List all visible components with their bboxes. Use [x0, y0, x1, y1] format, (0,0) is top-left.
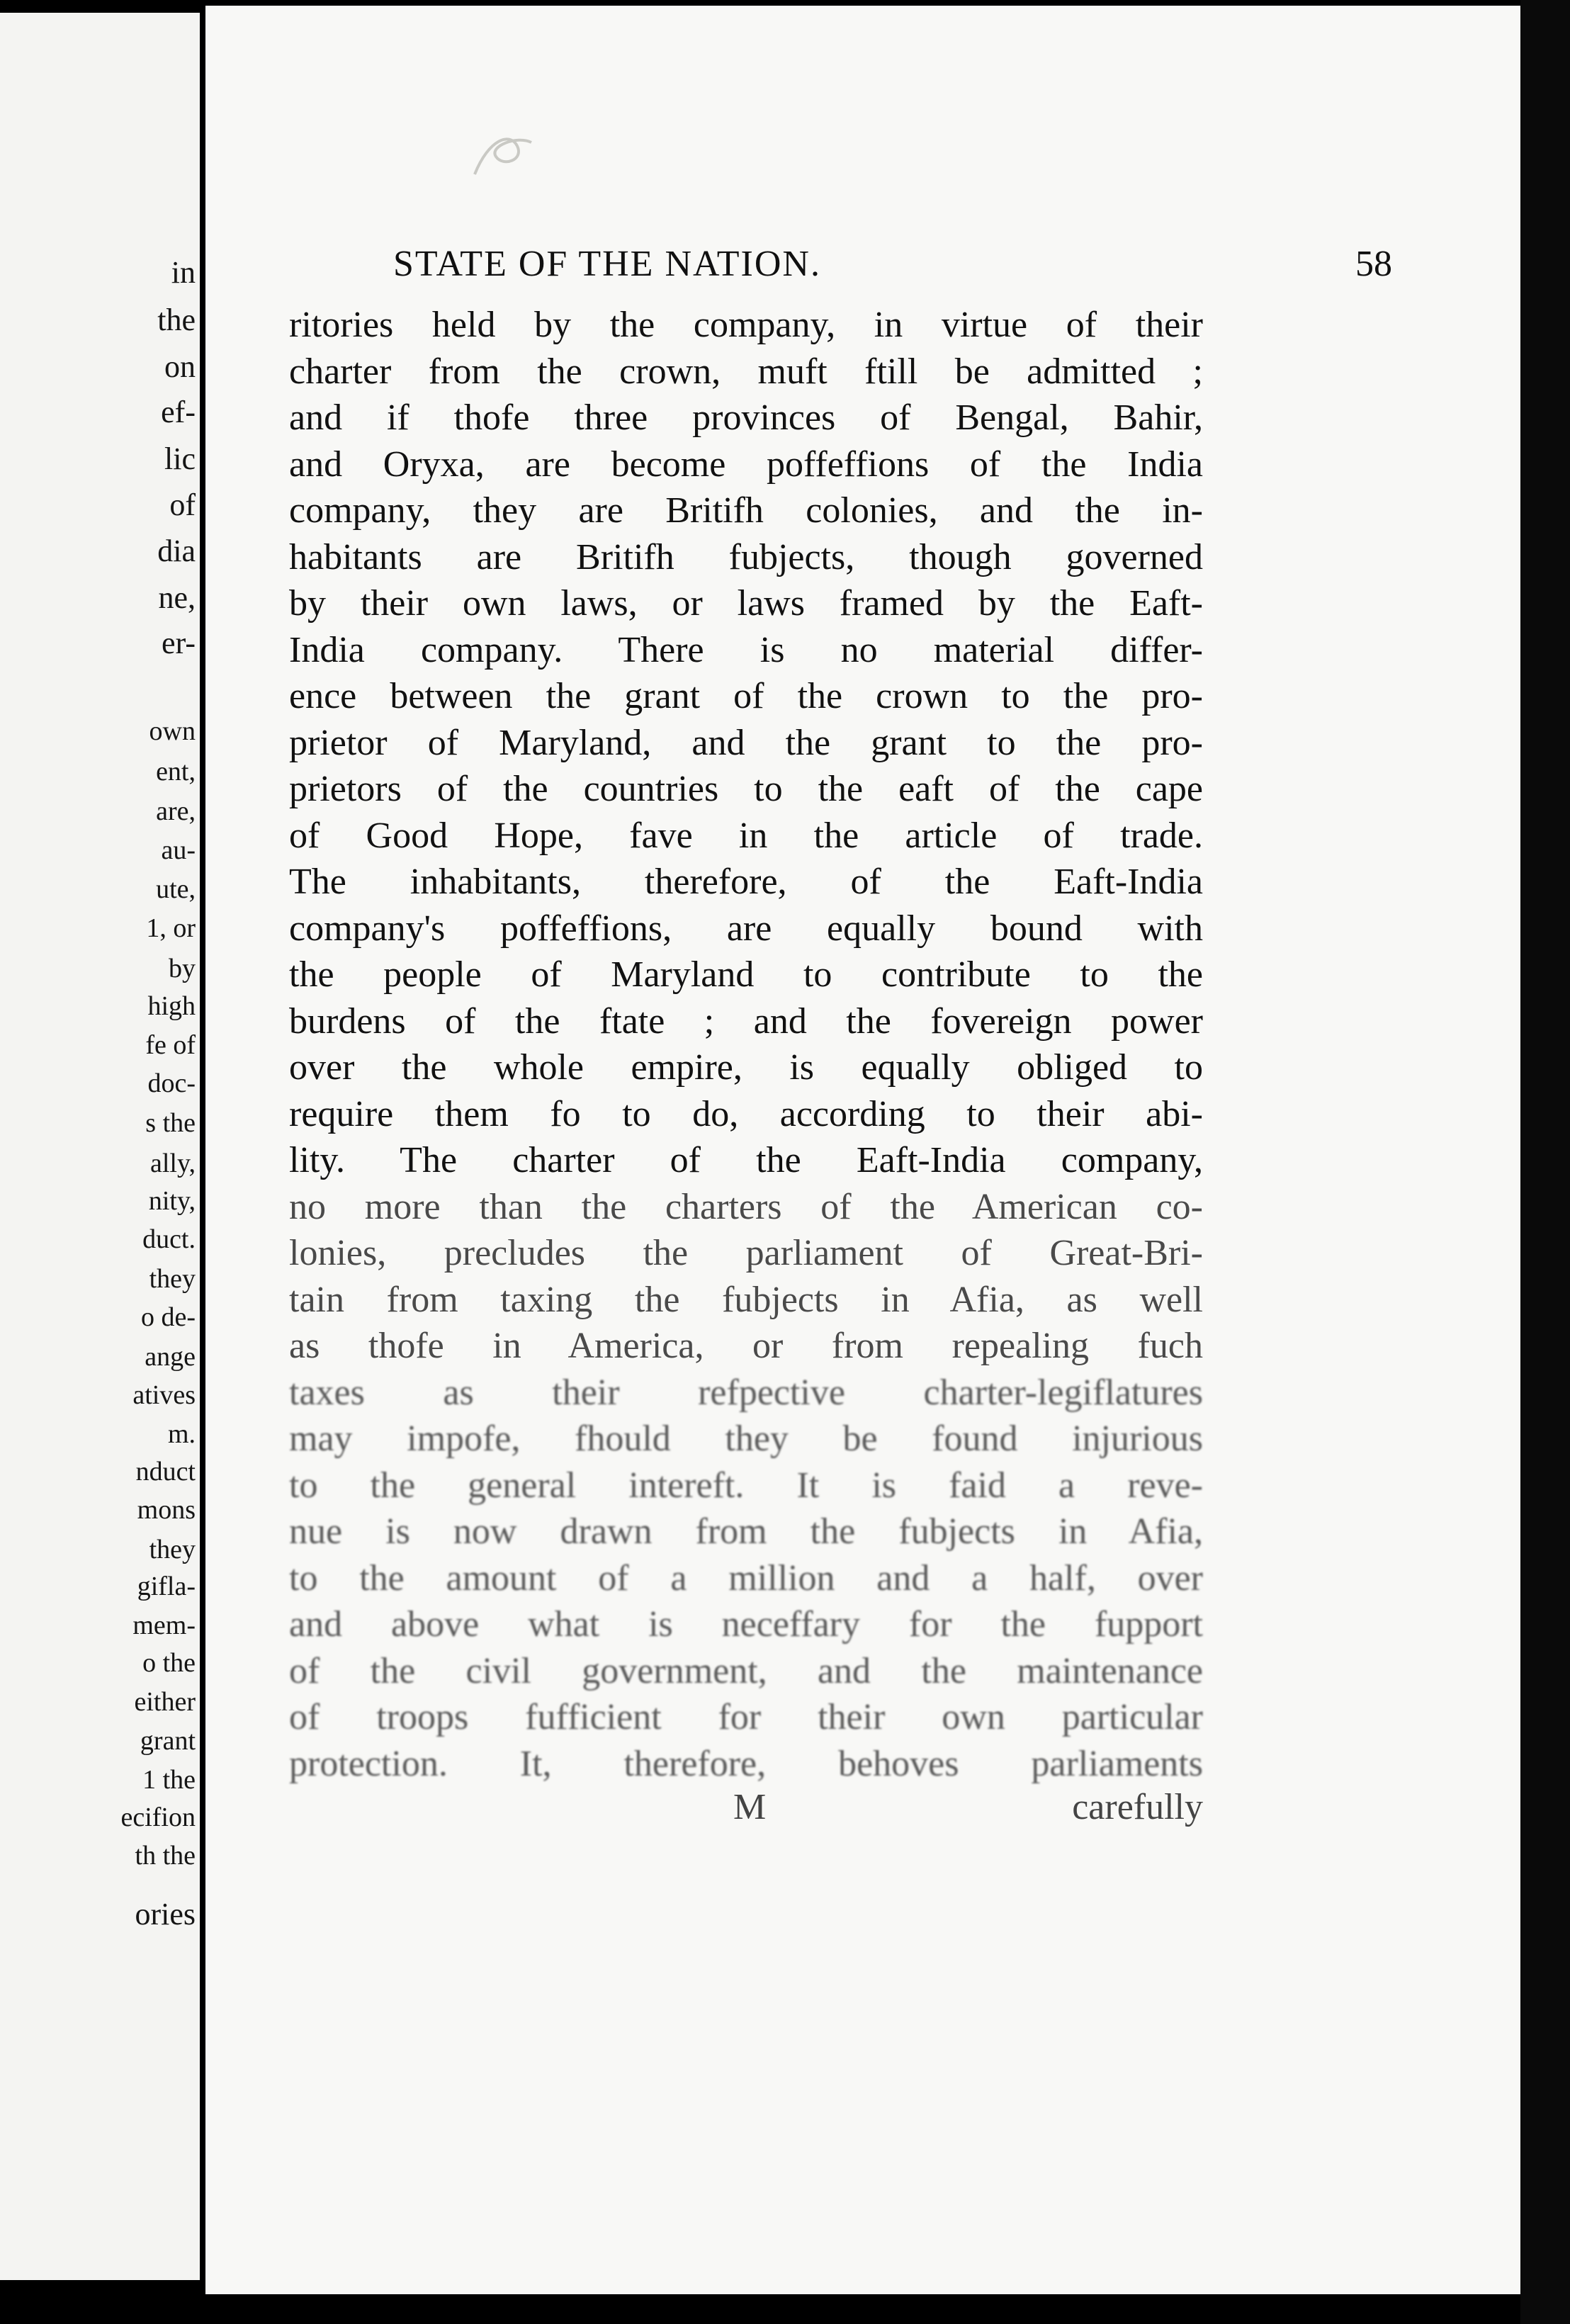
- text-line: tain from taxing the fubjects in Afia, as well: [289, 1279, 1203, 1320]
- text-line: no more than the charters of the American co-: [289, 1186, 1203, 1227]
- text-line: company, they are Britifh colonies, and the in-: [289, 490, 1203, 531]
- text-line: burdens of the ftate ; and the fovereign power: [289, 1000, 1203, 1042]
- left-page-fragment: lic: [164, 441, 196, 476]
- text-line: prietors of the countries to the eaft of the cape: [289, 769, 1203, 809]
- left-page-fragment: o the: [142, 1648, 196, 1678]
- text-line: the people of Maryland to contribute to the: [289, 954, 1203, 995]
- ink-flourish-mark: [461, 125, 546, 188]
- left-page-fragment: nity,: [148, 1186, 196, 1216]
- left-page-fragment: in: [171, 255, 196, 290]
- text-line: and if thofe three provinces of Bengal, Bahir,: [289, 397, 1203, 438]
- text-line: may impofe, fhould they be found injurious: [289, 1418, 1203, 1459]
- left-page-fragment: nduct: [135, 1457, 196, 1487]
- page-footer: [289, 1784, 1203, 1830]
- left-page-fragment: they: [149, 1264, 196, 1294]
- text-line: to the general intereft. It is faid a reve-: [289, 1465, 1203, 1506]
- text-line: of troops fufficient for their own particular: [289, 1697, 1203, 1737]
- signature-mark: M: [733, 1787, 767, 1827]
- text-line: as thofe in America, or from repealing fuch: [289, 1326, 1203, 1366]
- left-page-fragment: m.: [167, 1419, 196, 1449]
- right-page: [205, 6, 1520, 2294]
- text-line: and Oryxa, are become poffeffions of the India: [289, 444, 1203, 485]
- left-page-fragment: gifla-: [137, 1572, 196, 1601]
- left-page-fragment: duct.: [142, 1224, 196, 1254]
- left-page-fragment: o de-: [140, 1302, 196, 1332]
- page-number: 58: [1355, 244, 1392, 284]
- text-line: The inhabitants, therefore, of the Eaft-India: [289, 862, 1203, 902]
- left-page-fragment: on: [164, 349, 196, 384]
- text-line: and above what is neceffary for the fupport: [289, 1604, 1203, 1645]
- left-page-catchword: ories: [135, 1897, 196, 1931]
- left-page-fragment: the: [157, 303, 196, 337]
- text-line: by their own laws, or laws framed by the Eaft-: [289, 583, 1203, 624]
- left-page-fragment: doc-: [147, 1068, 196, 1098]
- left-page-fragment: th the: [135, 1841, 196, 1871]
- book-edge-shadow: [1520, 0, 1570, 2324]
- text-line: nue is now drawn from the fubjects in Afia,: [289, 1511, 1203, 1552]
- text-line: ence between the grant of the crown to the pro-: [289, 676, 1203, 716]
- left-page-fragment: er-: [162, 626, 196, 660]
- left-page: [0, 13, 200, 2280]
- text-line: protection. It, therefore, behoves parliaments: [289, 1743, 1203, 1784]
- left-page-fragment: ute,: [156, 874, 196, 904]
- left-page-fragment: 1, or: [146, 913, 196, 943]
- text-line: taxes as their refpective charter-legiflatures: [289, 1372, 1203, 1413]
- left-page-fragment: mons: [137, 1495, 196, 1525]
- left-page-fragment: of: [169, 487, 196, 522]
- catchword: carefully: [1072, 1787, 1203, 1827]
- body-text: [289, 302, 1203, 1787]
- text-line: company's poffeffions, are equally bound with: [289, 908, 1203, 949]
- left-page-fragment: ne,: [158, 580, 196, 615]
- left-page-fragment: atives: [132, 1380, 196, 1410]
- running-head: STATE OF THE NATION.: [393, 244, 821, 284]
- left-page-fragment: are,: [156, 796, 196, 826]
- text-line: of the civil government, and the maintenance: [289, 1650, 1203, 1691]
- left-page-fragment: ent,: [156, 757, 196, 786]
- left-page-fragment: grant: [140, 1726, 196, 1756]
- text-line: India company. There is no material differ-: [289, 629, 1203, 670]
- left-page-fragment: 1 the: [142, 1765, 196, 1795]
- text-line: prietor of Maryland, and the grant to the pro-: [289, 722, 1203, 763]
- text-line: habitants are Britifh fubjects, though governed: [289, 536, 1203, 577]
- left-page-fragment: own: [149, 716, 196, 746]
- left-page-fragment: au-: [161, 835, 196, 865]
- text-line: require them fo to do, according to their abi-: [289, 1093, 1203, 1134]
- left-page-fragment: dia: [157, 534, 196, 568]
- left-page-fragment: s the: [145, 1108, 196, 1138]
- left-page-fragment: ally,: [149, 1149, 196, 1178]
- text-line: charter from the crown, muft ftill be admitted ;: [289, 351, 1203, 392]
- left-page-fragment: ef-: [161, 395, 196, 429]
- text-line: of Good Hope, fave in the article of trade.: [289, 815, 1203, 856]
- left-page-fragment: either: [134, 1687, 196, 1717]
- left-page-fragment: fe of: [145, 1030, 196, 1060]
- left-page-fragment: high: [147, 991, 196, 1021]
- text-line: lonies, precludes the parliament of Great-Bri-: [289, 1233, 1203, 1273]
- text-line: to the amount of a million and a half, over: [289, 1557, 1203, 1598]
- text-line: lity. The charter of the Eaft-India company,: [289, 1140, 1203, 1180]
- left-page-fragment: mem-: [132, 1611, 196, 1640]
- text-line: ritories held by the company, in virtue of their: [289, 305, 1203, 345]
- left-page-fragment: ange: [145, 1342, 196, 1372]
- left-page-fragment: they: [149, 1535, 196, 1564]
- left-page-fragment: ecifion: [120, 1803, 196, 1832]
- left-page-fragment: by: [169, 954, 196, 983]
- page-header: [393, 239, 1392, 289]
- text-line: over the whole empire, is equally obliged to: [289, 1047, 1203, 1088]
